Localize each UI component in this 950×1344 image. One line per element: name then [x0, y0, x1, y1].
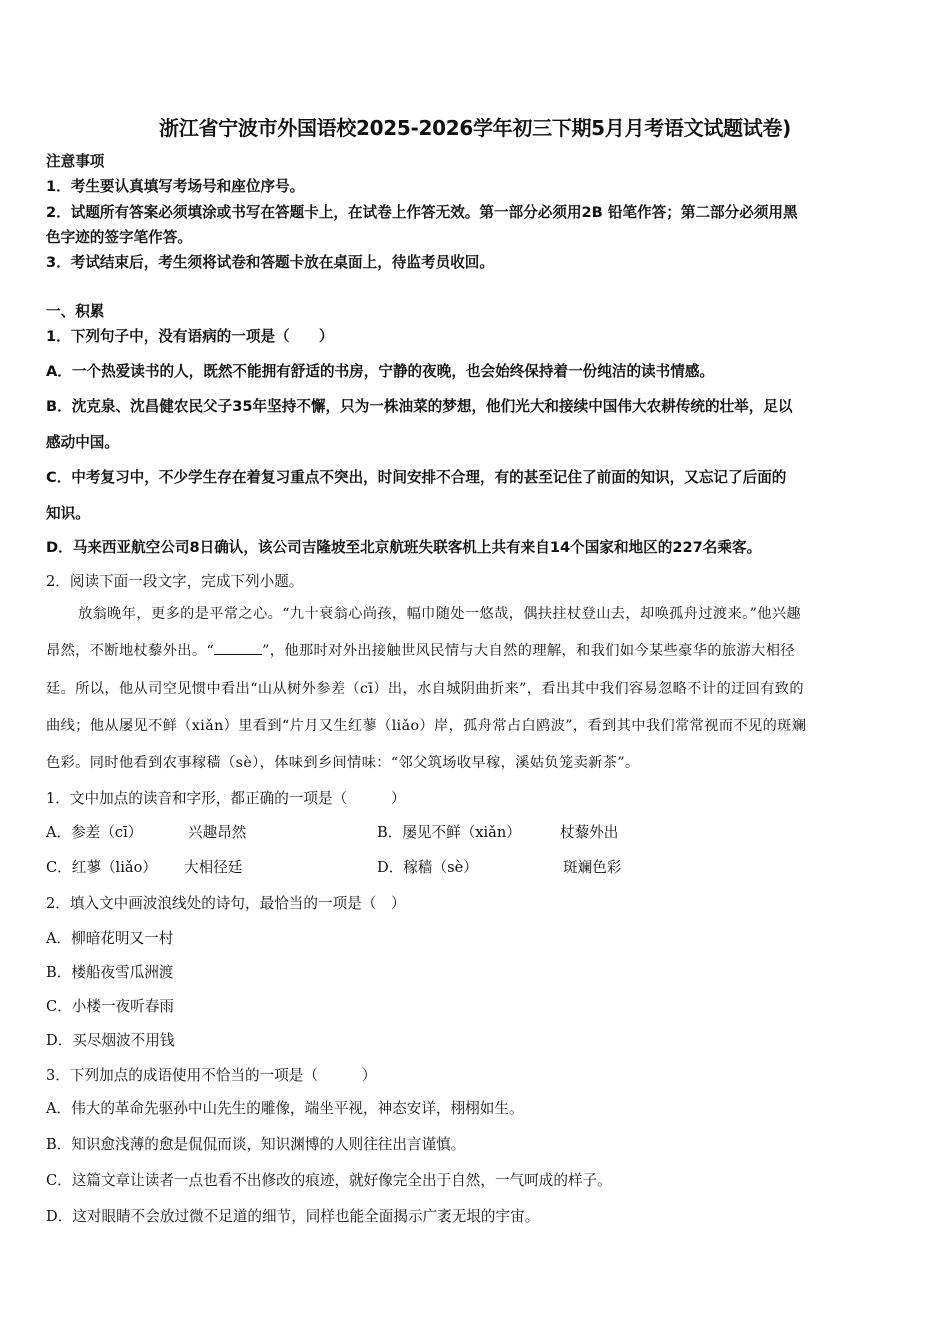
passage-line: 廷。所以，他从司空见惯中看出“山从树外参差（cī）出，水自城阴曲折来”，看出其中我们容易忽略不计的迂回有致的 — [46, 681, 804, 697]
passage-text: ”，他那时对外出接触世风民情与大自然的理解，和我们如今某些豪华的旅游大相径 — [262, 643, 795, 659]
passage-line: 放翁晚年，更多的是平常之心。“九十衰翁心尚孩，幅巾随处一悠哉，偶扶拄杖登山去，却唤孤舟过渡来。”他兴趣 — [78, 606, 801, 622]
option-line: A．伟大的革命先驱孙中山先生的雕像，端坐平视，神态安详，栩栩如生。 — [46, 1100, 524, 1117]
subquestion-stem: 2．填入文中画波浪线处的诗句，最恰当的一项是（ ） — [46, 895, 406, 912]
fill-blank — [214, 641, 262, 655]
option-b-word: 杖藜外出 — [560, 824, 619, 841]
passage-line — [46, 641, 795, 661]
question-stem: 1．下列句子中，没有语病的一项是（ ） — [46, 328, 334, 345]
option-line: D．这对眼睛不会放过微不足道的细节，同样也能全面揭示广袤无垠的宇宙。 — [46, 1208, 540, 1225]
option-c-word: 大相径廷 — [184, 859, 243, 876]
option-d: D．稼穑（sè） — [377, 859, 478, 876]
page-title: 浙江省宁波市外国语校2025-2026学年初三下期5月月考语文试题试卷) — [159, 116, 791, 140]
passage-line: 曲线；他从屡见不鲜（xiǎn）里看到“片月又生红蓼（liǎo）岸，孤舟常占白鸥波”，看到其中我们常常视而不见的斑斓 — [46, 718, 807, 734]
notice-item: 色字迹的签字笔作答。 — [46, 229, 192, 246]
section-heading: 一、积累 — [46, 303, 105, 320]
passage-text: 昂然，不断地杖藜外出。“ — [46, 643, 215, 659]
notice-item: 1．考生要认真填写考场号和座位序号。 — [46, 178, 305, 195]
option-line: D．马来西亚航空公司8日确认，该公司吉隆坡至北京航班失联客机上共有来自14个国家和地区的227名乘客。 — [46, 539, 762, 556]
option-b: B．屡见不鲜（xiǎn） — [377, 824, 521, 841]
notice-heading: 注意事项 — [46, 153, 105, 170]
question-stem: 2．阅读下面一段文字，完成下列小题。 — [46, 573, 304, 590]
option-line: A．一个热爱读书的人，既然不能拥有舒适的书房，宁静的夜晚，也会始终保持着一份纯洁的读书情感。 — [46, 363, 715, 380]
option-line: C．小楼一夜听春雨 — [46, 998, 174, 1015]
subquestion-stem: 1．文中加点的读音和字形，都正确的一项是（ ） — [46, 790, 406, 807]
option-line: 感动中国。 — [46, 434, 119, 451]
option-line: B．楼船夜雪瓜洲渡 — [46, 964, 174, 981]
subquestion-stem: 3．下列加点的成语使用不恰当的一项是（ ） — [46, 1067, 377, 1084]
notice-item: 2．试题所有答案必须填涂或书写在答题卡上，在试卷上作答无效。第一部分必须用2B 铅笔作答；第二部分必须用黑 — [46, 204, 798, 221]
option-line: B．知识愈浅薄的愈是侃侃而谈，知识渊博的人则往往出言谨慎。 — [46, 1136, 466, 1153]
option-line: C．中考复习中，不少学生存在着复习重点不突出，时间安排不合理，有的甚至记住了前面的知识，又忘记了后面的 — [46, 469, 787, 486]
option-line: 知识。 — [46, 505, 90, 522]
passage-line: 色彩。同时他看到农事稼穑（sè），体味到乡间情味：“邻父筑场收早稼，溪姑负笼卖新茶”。 — [46, 755, 640, 771]
option-line: A．柳暗花明又一村 — [46, 930, 174, 947]
option-a: A．参差（cī） — [46, 824, 143, 841]
option-d-word: 斑斓色彩 — [563, 859, 622, 876]
option-a-word: 兴趣昂然 — [188, 824, 247, 841]
option-c: C．红蓼（liǎo） — [46, 859, 157, 876]
notice-item: 3．考试结束后，考生须将试卷和答题卡放在桌面上，待监考员收回。 — [46, 254, 494, 271]
option-line: C．这篇文章让读者一点也看不出修改的痕迹，就好像完全出于自然，一气呵成的样子。 — [46, 1172, 612, 1189]
option-line: B．沈克泉、沈昌健农民父子35年坚持不懈，只为一株油菜的梦想，他们光大和接续中国伟大农耕传统的壮举，足以 — [46, 398, 793, 415]
option-line: D．买尽烟波不用钱 — [46, 1032, 175, 1049]
